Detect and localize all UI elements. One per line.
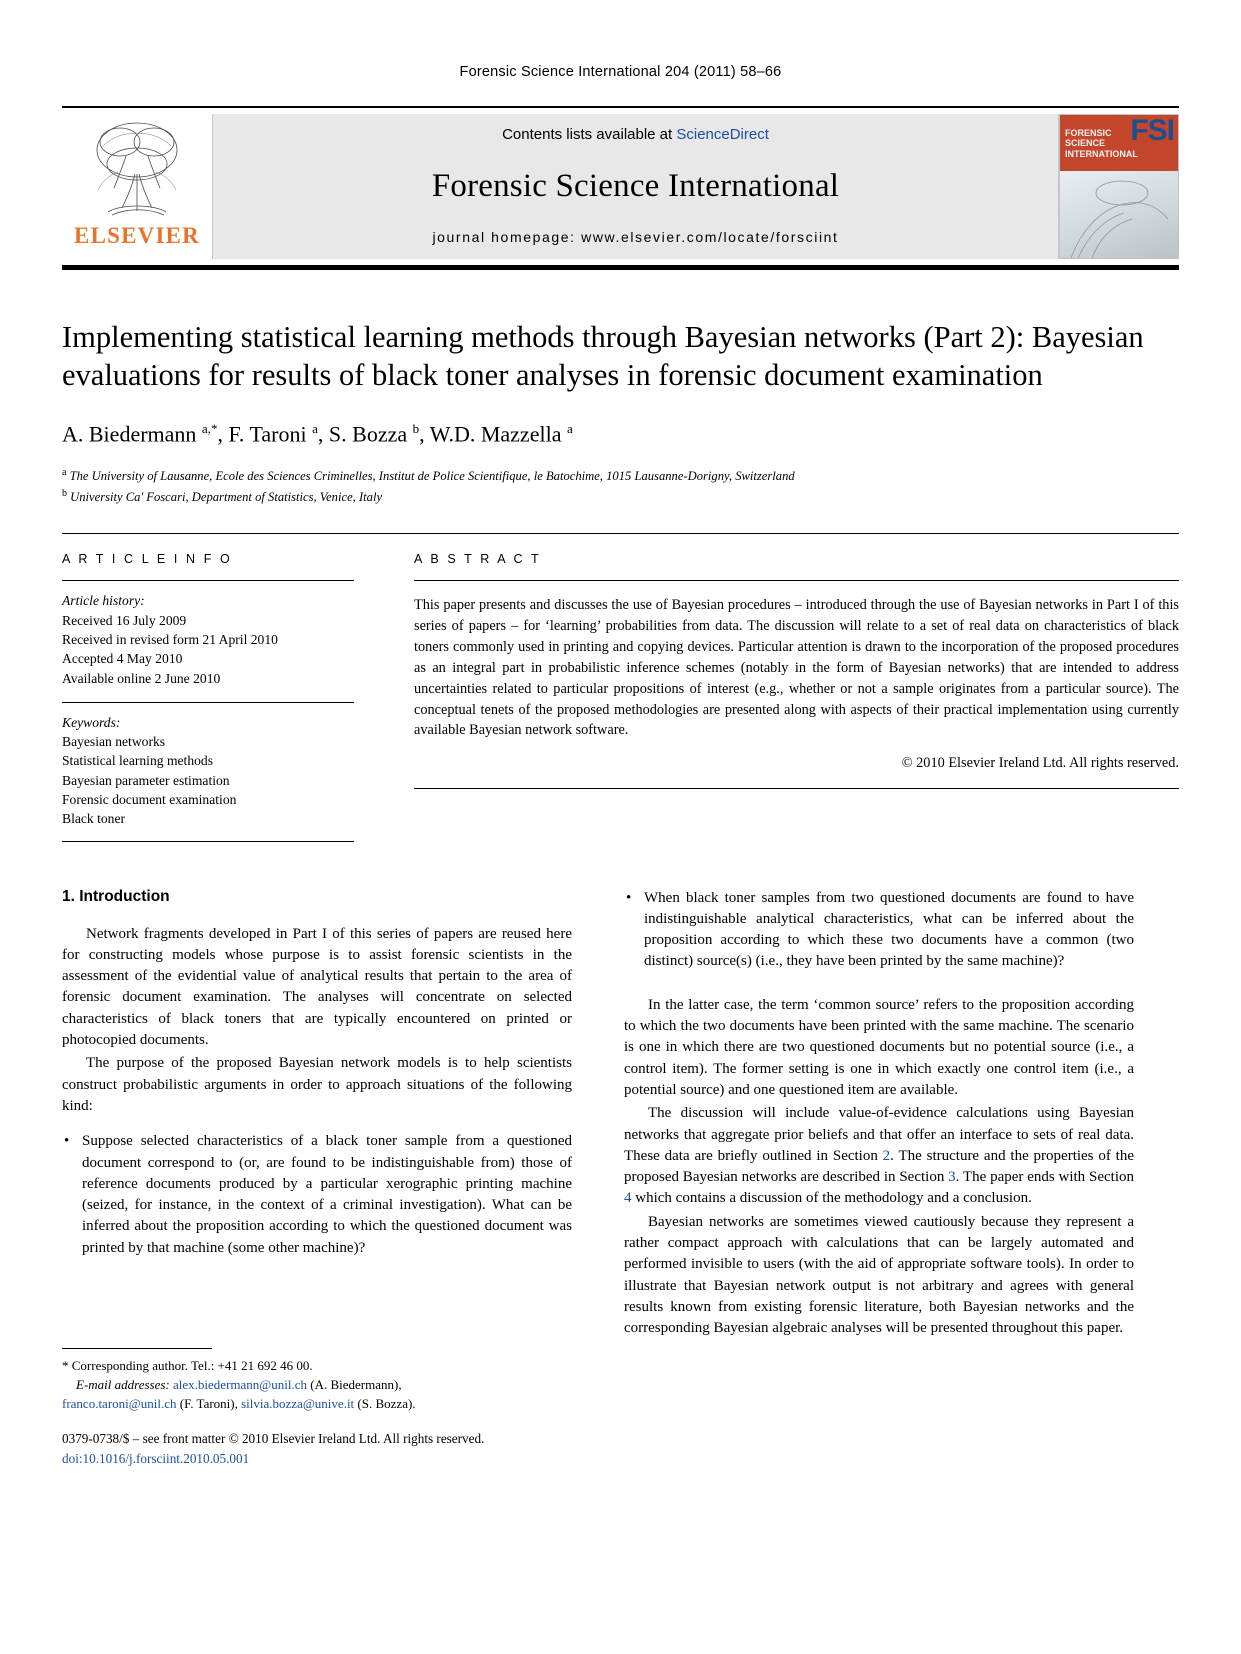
footnote-area bbox=[62, 1348, 572, 1469]
email-addresses-note-2 bbox=[62, 1395, 572, 1414]
article-info-heading: A R T I C L E I N F O bbox=[62, 552, 233, 567]
keywords-block bbox=[62, 702, 354, 842]
paragraph-right-1: In the latter case, the term ‘common source’ refers to the proposition according to which the two documents have been printed with the same machine. The scenario is one in which there are two questioned documents but no potential source (i.e., a control item). The former setting is one in which exactly one control item (i.e., a potential source) and one questioned item are available. bbox=[624, 996, 1134, 1098]
doi-line bbox=[62, 1449, 572, 1469]
history-item-3: Available online 2 June 2010 bbox=[62, 670, 221, 686]
affiliation-a: $^a$ The University of Lausanne, Ecole des Sciences Criminelles, Institut de Police Scientifique, le Batochime, 1015 Lausanne-Dorigny, Switzerland bbox=[62, 467, 795, 484]
article-info-column bbox=[62, 552, 354, 841]
body-column-left bbox=[62, 888, 572, 1469]
paragraph-right-2 bbox=[624, 1103, 1134, 1209]
p2-part-6: which contains a discussion of the methodology and a conclusion. bbox=[631, 1190, 1032, 1207]
cover-fsi-logo: FSI bbox=[1130, 114, 1174, 147]
cover-illustration bbox=[1060, 171, 1178, 258]
body-column-right bbox=[624, 888, 1134, 1469]
doi-link[interactable]: 10.1016/j.forsciint.2010.05.001 bbox=[82, 1451, 250, 1467]
cover-artwork-icon bbox=[1060, 171, 1178, 259]
bullet-list-left bbox=[62, 1131, 572, 1259]
info-abstract-row bbox=[62, 533, 1179, 841]
keyword-0: Bayesian networks bbox=[62, 734, 166, 750]
page-title: Implementing statistical learning methods through Bayesian networks (Part 2): Bayesian evaluations for results of black toner analyses in forensic document examination bbox=[62, 320, 1144, 393]
abstract-text: This paper presents and discusses the use of Bayesian procedures – introduced through the use of Bayesian networks in Part I of this series of papers – for ‘learning’ probabilities from data. The discussion will relate to a set of real data on characteristics of black toners commonly used in printing and copying devices. Particular attention is drawn to the incorporation of the proposed procedures as an integral part in probabilistic inference schemes (notably in the form of Bayesian networks) that are intended to address uncertainties related to particular propositions of interest (e.g., whether or not a sample originates from a particular source). The conceptual tenets of the proposed methodologies are presented along with aspects of their practical implementation using currently available Bayesian network software. bbox=[414, 580, 1179, 741]
abstract-copyright: © 2010 Elsevier Ireland Ltd. All rights reserved. bbox=[901, 755, 1179, 772]
keyword-2: Bayesian parameter estimation bbox=[62, 772, 230, 788]
sciencedirect-link[interactable]: ScienceDirect bbox=[676, 126, 769, 143]
history-item-2: Accepted 4 May 2010 bbox=[62, 651, 183, 667]
doi-label: doi: bbox=[62, 1451, 83, 1467]
affiliations bbox=[62, 465, 1179, 507]
body-columns bbox=[62, 888, 1179, 1469]
running-head: Forensic Science International 204 (2011) 58–66 bbox=[459, 64, 782, 80]
abstract-column bbox=[414, 552, 1179, 841]
cover-header-band bbox=[1060, 115, 1178, 171]
journal-band bbox=[212, 114, 1059, 259]
email-link-bozza[interactable]: silvia.bozza@unive.it bbox=[241, 1395, 355, 1411]
email-name-taroni: (F. Taroni), bbox=[176, 1395, 238, 1411]
history-item-0: Received 16 July 2009 bbox=[62, 612, 187, 628]
journal-title: Forensic Science International bbox=[431, 167, 840, 204]
p2-part-0: The discussion will include value-of-evidence calculations using Bayesian networks that aggregate prior beliefs and that offer an interface to sets of real data. These data are briefly outlined in Section bbox=[624, 1105, 1134, 1164]
footnote-rule bbox=[62, 1348, 212, 1349]
elsevier-logo bbox=[62, 108, 212, 265]
journal-masthead bbox=[62, 106, 1179, 270]
corresponding-author-note: * Corresponding author. Tel.: +41 21 692 46 00. bbox=[62, 1357, 313, 1373]
keyword-1: Statistical learning methods bbox=[62, 753, 214, 769]
section-ref-4[interactable]: 4 bbox=[624, 1190, 632, 1207]
paragraph-left-2: The purpose of the proposed Bayesian network models is to help scientists construct probabilistic arguments in order to approach situations of the following kind: bbox=[62, 1055, 572, 1114]
paragraph-left-1: Network fragments developed in Part I of this series of papers are reused here for constructing models whose purpose is to assist forensic scientists in the assessment of the evidential value of analytical results that pertain to the area of forensic document examination. The analyses will concentrate on selected characteristics of black toners that are typically encountered on printed or photocopied documents. bbox=[62, 925, 572, 1049]
email-link-taroni[interactable]: franco.taroni@unil.ch bbox=[62, 1395, 177, 1411]
keyword-4: Black toner bbox=[62, 811, 126, 827]
elsevier-wordmark: ELSEVIER bbox=[74, 223, 200, 248]
abstract-heading: A B S T R A C T bbox=[414, 552, 542, 567]
section-ref-2[interactable]: 2 bbox=[882, 1147, 891, 1164]
email-label: E-mail addresses: bbox=[76, 1376, 170, 1392]
keywords-label: Keywords: bbox=[62, 714, 121, 730]
email-name-biedermann: (A. Biedermann), bbox=[307, 1376, 402, 1392]
front-matter-block bbox=[62, 1429, 572, 1469]
contents-line bbox=[502, 126, 769, 143]
article-history-block bbox=[62, 580, 354, 687]
contents-prefix: Contents lists available at bbox=[502, 126, 677, 143]
p2-part-4: . The paper ends with Section bbox=[955, 1169, 1134, 1186]
history-item-1: Received in revised form 21 April 2010 bbox=[62, 631, 278, 647]
email-link-biedermann[interactable]: alex.biedermann@unil.ch bbox=[173, 1376, 307, 1392]
article-history-label: Article history: bbox=[62, 593, 145, 609]
keyword-3: Forensic document examination bbox=[62, 792, 237, 807]
paragraph-right-3: Bayesian networks are sometimes viewed cautiously because they represent a rather compact approach with calculations that can be largely automated and performed invisible to users (with the aid of appropriate software tools). In order to illustrate that Bayesian network output is not arbitrary and agrees with general results known from existing forensic literature, both Bayesian networks and the corresponding Bayesian algebraic analyses will be presented throughout this paper. bbox=[624, 1213, 1134, 1337]
list-item: • Suppose selected characteristics of a black toner sample from a questioned document correspond to (or, are found to be indistinguishable from) those of reference documents produced by a particular xerographic printing machine (seized, for instance, in the context of a criminal investigation). What can be inferred about the proposition according to which the questioned document was printed by that machine (some other machine)? bbox=[82, 1131, 572, 1259]
journal-cover-thumbnail bbox=[1059, 114, 1179, 259]
author-list: A. Biedermann $^{a,*}$, F. Taroni $^a$, S. Bozza $^b$, W.D. Mazzella $^a$ bbox=[62, 420, 573, 447]
cover-journal-words: FORENSIC SCIENCE INTERNATIONAL bbox=[1065, 128, 1138, 159]
elsevier-tree-icon bbox=[78, 116, 196, 220]
list-item: • When black toner samples from two questioned documents are found to have indistinguishable analytical characteristics, what can be inferred about the proposition according to which these two documents have a common (two distinct) source(s) (i.e., they have been printed by the same machine)? bbox=[644, 888, 1134, 973]
section-ref-3[interactable]: 3 bbox=[948, 1169, 956, 1186]
bullet-list-right bbox=[624, 888, 1134, 973]
email-addresses-note bbox=[62, 1376, 572, 1395]
p2-part-2: . The structure and the properties of the proposed Bayesian networks are described in Section bbox=[624, 1147, 1134, 1186]
section-heading-introduction: 1. Introduction bbox=[62, 887, 170, 905]
issn-front-matter: 0379-0738/$ – see front matter © 2010 Elsevier Ireland Ltd. All rights reserved. bbox=[62, 1431, 485, 1447]
abstract-bottom-rule bbox=[414, 788, 1179, 789]
journal-homepage: journal homepage: www.elsevier.com/locate/forsciint bbox=[432, 229, 839, 245]
email-name-bozza: (S. Bozza). bbox=[354, 1395, 416, 1411]
affiliation-b: $^b$ University Ca' Foscari, Department of Statistics, Venice, Italy bbox=[62, 488, 383, 505]
